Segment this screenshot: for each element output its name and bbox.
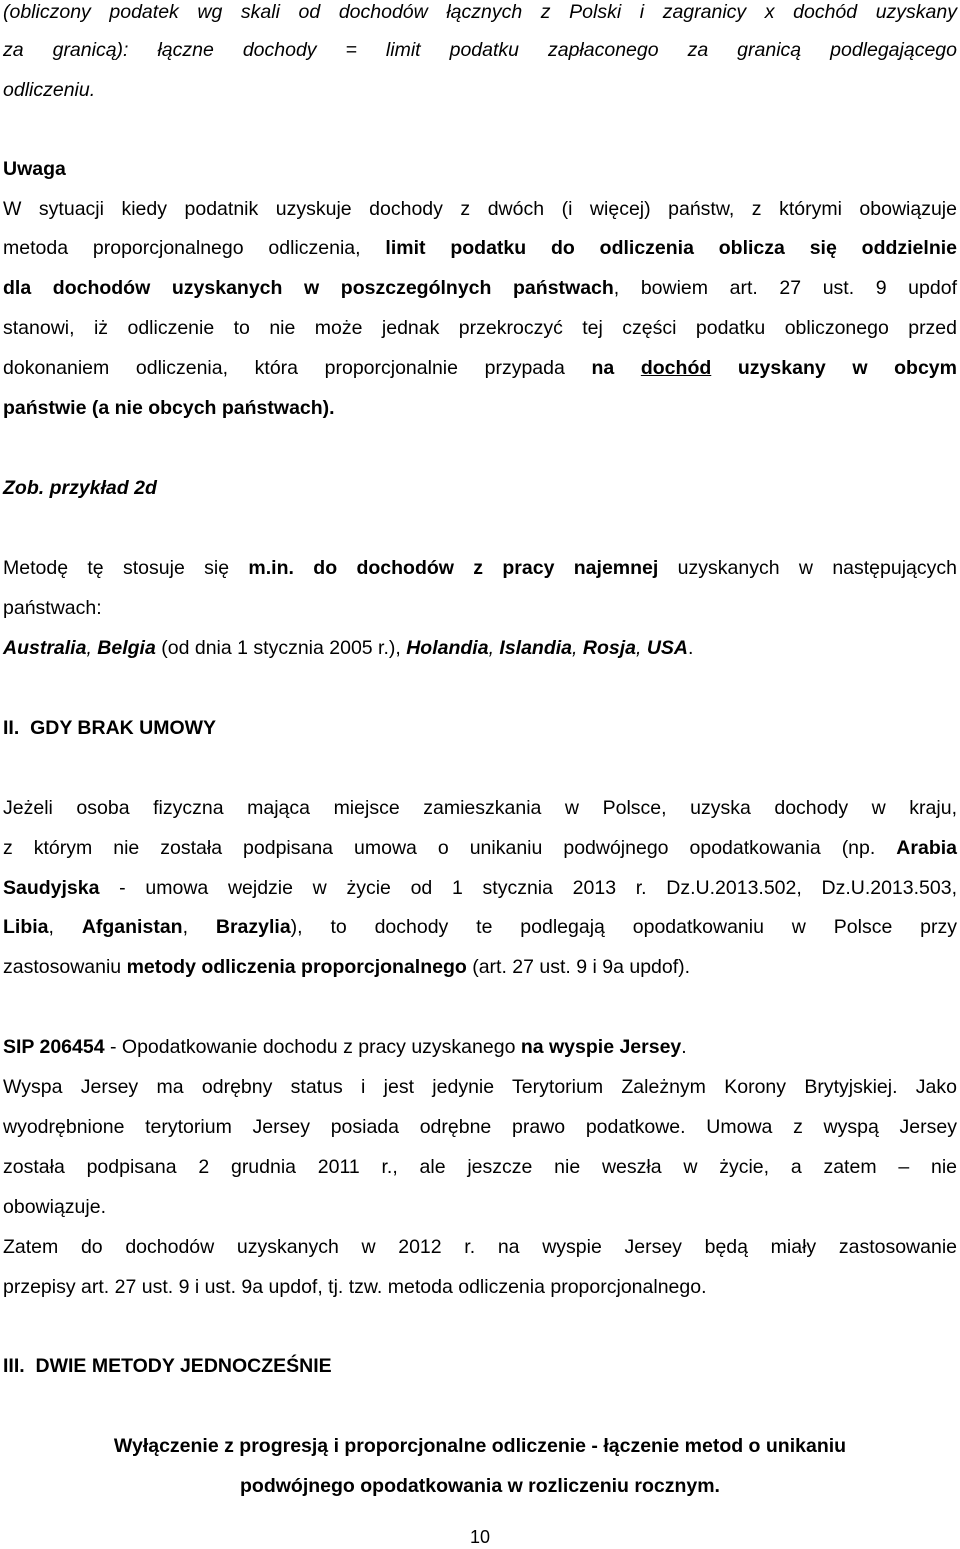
paragraph-line: państwie (a nie obcych państwach).: [3, 397, 335, 419]
note-heading: Uwaga: [3, 158, 66, 180]
paragraph-line: z którym nie została podpisana umowa o unikaniu podwójnego opodatkowania (np. Arabia: [3, 837, 957, 859]
paragraph-line: Jeżeli osoba fizyczna mająca miejsce zamieszkania w Polsce, uzyska dochody w kraju,: [3, 797, 957, 819]
reference-line: SIP 206454 - Opodatkowanie dochodu z pracy uzyskanego na wyspie Jersey.: [3, 1036, 687, 1058]
paragraph-line: (obliczony podatek wg skali od dochodów łącznych z Polski i zagranicy x dochód uzyskany: [3, 1, 957, 23]
paragraph-line: Zatem do dochodów uzyskanych w 2012 r. na wyspie Jersey będą miały zastosowanie: [3, 1236, 957, 1258]
paragraph-line: wyodrębnione terytorium Jersey posiada odrębne prawo podatkowe. Umowa z wyspą Jersey: [3, 1116, 957, 1138]
section-heading: II. GDY BRAK UMOWY: [3, 717, 217, 739]
paragraph-line: obowiązuje.: [3, 1196, 106, 1218]
example-reference: Zob. przykład 2d: [3, 477, 157, 499]
paragraph-line: za granicą): łączne dochody = limit podatku zapłaconego za granicą podlegającego: [3, 39, 957, 61]
section-heading: III. DWIE METODY JEDNOCZEŚNIE: [3, 1355, 332, 1377]
paragraph-line: metoda proporcjonalnego odliczenia, limit podatku do odliczenia oblicza się oddzielnie: [3, 237, 957, 259]
centered-heading: podwójnego opodatkowania w rozliczeniu rocznym.: [240, 1475, 720, 1497]
paragraph-line: stanowi, iż odliczenie to nie może jednak przekroczyć tej części podatku obliczonego przed: [3, 317, 957, 339]
paragraph-line: Wyspa Jersey ma odrębny status i jest jedynie Terytorium Zależnym Korony Brytyjskiej. Jako: [3, 1076, 957, 1098]
paragraph-line: dla dochodów uzyskanych w poszczególnych państwach, bowiem art. 27 ust. 9 updof: [3, 277, 957, 299]
page-number: 10: [469, 1527, 491, 1547]
paragraph-line: W sytuacji kiedy podatnik uzyskuje dochody z dwóch (i więcej) państw, z którymi obowiązuje: [3, 198, 957, 220]
country-list: Australia, Belgia (od dnia 1 stycznia 2005 r.), Holandia, Islandia, Rosja, USA.: [3, 637, 694, 659]
paragraph-line: dokonaniem odliczenia, która proporcjonalnie przypada na dochód uzyskany w obcym: [3, 357, 957, 379]
centered-heading: Wyłączenie z progresją i proporcjonalne odliczenie - łączenie metod o unikaniu: [113, 1435, 847, 1457]
paragraph-line: Libia, Afganistan, Brazylia), to dochody te podlegają opodatkowaniu w Polsce przy: [3, 916, 957, 938]
paragraph-line: Metodę tę stosuje się m.in. do dochodów z pracy najemnej uzyskanych w następujących: [3, 557, 957, 579]
paragraph-line: przepisy art. 27 ust. 9 i ust. 9a updof, tj. tzw. metoda odliczenia proporcjonalnego.: [3, 1276, 707, 1298]
paragraph-line: Saudyjska - umowa wejdzie w życie od 1 stycznia 2013 r. Dz.U.2013.502, Dz.U.2013.503,: [3, 877, 957, 899]
paragraph-line: zastosowaniu metody odliczenia proporcjonalnego (art. 27 ust. 9 i 9a updof).: [3, 956, 691, 978]
paragraph-line: została podpisana 2 grudnia 2011 r., ale jeszcze nie weszła w życie, a zatem – nie: [3, 1156, 957, 1178]
paragraph-line: odliczeniu.: [3, 79, 96, 101]
paragraph-line: państwach:: [3, 597, 102, 619]
